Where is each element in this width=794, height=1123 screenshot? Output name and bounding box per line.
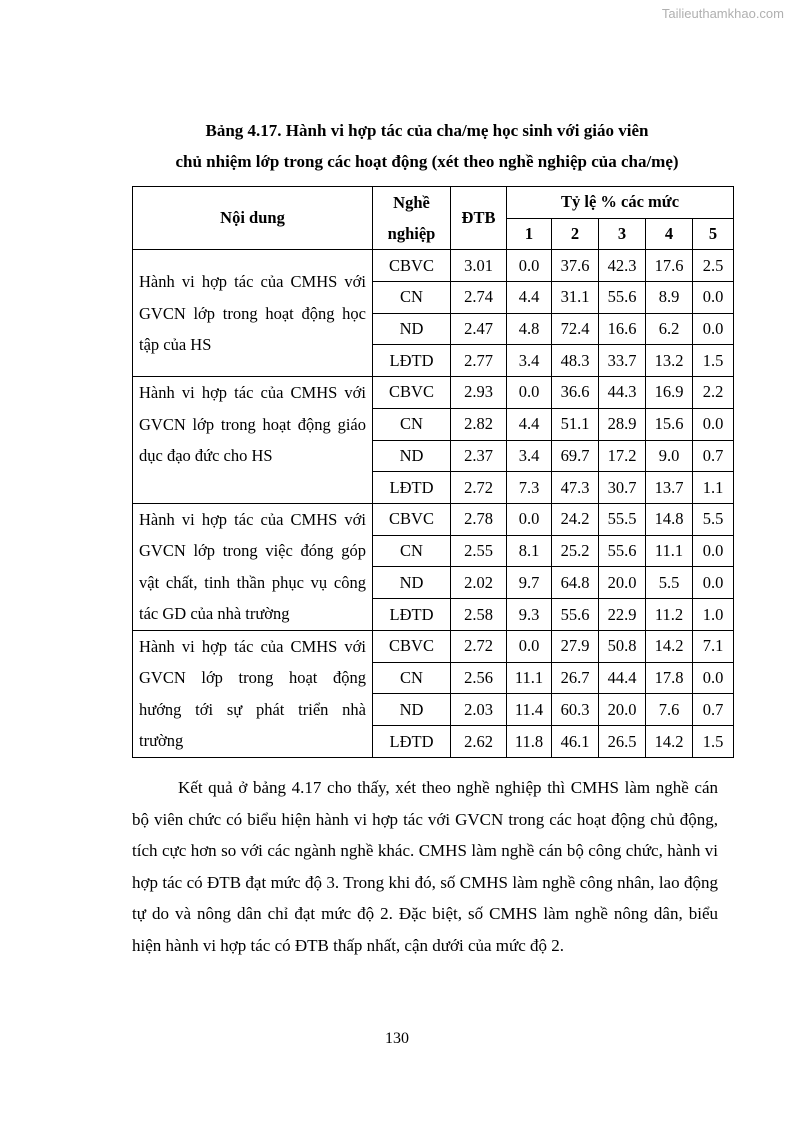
level-4-cell: 16.9 — [646, 377, 693, 409]
level-5-cell: 0.0 — [693, 535, 734, 567]
level-2-cell: 46.1 — [552, 726, 599, 758]
level-5-cell: 0.7 — [693, 694, 734, 726]
level-5-cell: 1.5 — [693, 345, 734, 377]
level-1-cell: 11.8 — [507, 726, 552, 758]
content-cell: Hành vi hợp tác của CMHS với GVCN lớp trong việc đóng góp vật chất, tinh thần phục vụ công tác GD của nhà trường — [133, 503, 373, 630]
occupation-cell: ND — [373, 694, 451, 726]
dtb-cell: 2.03 — [451, 694, 507, 726]
dtb-cell: 2.72 — [451, 472, 507, 504]
occupation-cooperation-table — [132, 186, 734, 758]
header-level-3: 3 — [599, 218, 646, 250]
occupation-cell: CN — [373, 535, 451, 567]
level-1-cell: 4.4 — [507, 282, 552, 314]
dtb-cell: 2.72 — [451, 630, 507, 662]
level-1-cell: 0.0 — [507, 630, 552, 662]
level-3-cell: 17.2 — [599, 440, 646, 472]
level-5-cell: 2.5 — [693, 250, 734, 282]
level-2-cell: 48.3 — [552, 345, 599, 377]
content-cell: Hành vi hợp tác của CMHS với GVCN lớp trong hoạt động học tập của HS — [133, 250, 373, 377]
level-3-cell: 28.9 — [599, 408, 646, 440]
level-3-cell: 55.6 — [599, 282, 646, 314]
level-5-cell: 0.0 — [693, 567, 734, 599]
level-2-cell: 60.3 — [552, 694, 599, 726]
occupation-cell: CBVC — [373, 503, 451, 535]
level-5-cell: 0.0 — [693, 408, 734, 440]
level-3-cell: 20.0 — [599, 567, 646, 599]
level-3-cell: 42.3 — [599, 250, 646, 282]
table-title-line-1: Bảng 4.17. Hành vi hợp tác của cha/mẹ học sinh với giáo viên — [205, 121, 649, 140]
header-level-5: 5 — [693, 218, 734, 250]
level-3-cell: 44.3 — [599, 377, 646, 409]
content-cell: Hành vi hợp tác của CMHS với GVCN lớp trong hoạt động giáo dục đạo đức cho HS — [133, 377, 373, 504]
page-number: 130 — [385, 1030, 409, 1047]
level-3-cell: 44.4 — [599, 662, 646, 694]
level-1-cell: 11.1 — [507, 662, 552, 694]
level-1-cell: 4.8 — [507, 313, 552, 345]
dtb-cell: 2.78 — [451, 503, 507, 535]
occupation-cell: CN — [373, 662, 451, 694]
level-1-cell: 0.0 — [507, 250, 552, 282]
dtb-cell: 2.37 — [451, 440, 507, 472]
occupation-cell: ND — [373, 567, 451, 599]
level-2-cell: 25.2 — [552, 535, 599, 567]
occupation-cell: LĐTD — [373, 345, 451, 377]
level-4-cell: 6.2 — [646, 313, 693, 345]
header-level-1: 1 — [507, 218, 552, 250]
table-header — [133, 187, 734, 250]
dtb-cell: 2.56 — [451, 662, 507, 694]
level-2-cell: 24.2 — [552, 503, 599, 535]
level-3-cell: 26.5 — [599, 726, 646, 758]
level-5-cell: 0.0 — [693, 282, 734, 314]
header-content: Nội dung — [133, 187, 373, 250]
dtb-cell: 2.93 — [451, 377, 507, 409]
level-3-cell: 30.7 — [599, 472, 646, 504]
level-4-cell: 11.2 — [646, 599, 693, 631]
table-row — [133, 377, 734, 409]
level-3-cell: 22.9 — [599, 599, 646, 631]
occupation-cell: LĐTD — [373, 726, 451, 758]
level-5-cell: 1.1 — [693, 472, 734, 504]
level-5-cell: 0.0 — [693, 662, 734, 694]
level-5-cell: 5.5 — [693, 503, 734, 535]
level-4-cell: 8.9 — [646, 282, 693, 314]
level-1-cell: 9.3 — [507, 599, 552, 631]
header-level-2: 2 — [552, 218, 599, 250]
header-occupation — [373, 187, 451, 250]
level-1-cell: 7.3 — [507, 472, 552, 504]
level-1-cell: 3.4 — [507, 440, 552, 472]
level-3-cell: 55.5 — [599, 503, 646, 535]
occupation-cell: CBVC — [373, 377, 451, 409]
watermark: Tailieuthamkhao.com — [661, 6, 784, 21]
level-1-cell: 4.4 — [507, 408, 552, 440]
level-2-cell: 27.9 — [552, 630, 599, 662]
occupation-cell: ND — [373, 440, 451, 472]
dtb-cell: 2.82 — [451, 408, 507, 440]
level-3-cell: 50.8 — [599, 630, 646, 662]
dtb-cell: 2.47 — [451, 313, 507, 345]
level-2-cell: 69.7 — [552, 440, 599, 472]
occupation-cell: LĐTD — [373, 472, 451, 504]
level-3-cell: 33.7 — [599, 345, 646, 377]
level-4-cell: 14.2 — [646, 726, 693, 758]
level-5-cell: 1.5 — [693, 726, 734, 758]
dtb-cell: 2.62 — [451, 726, 507, 758]
occupation-cell: LĐTD — [373, 599, 451, 631]
occupation-cell: CN — [373, 408, 451, 440]
level-5-cell: 0.0 — [693, 313, 734, 345]
level-2-cell: 64.8 — [552, 567, 599, 599]
level-1-cell: 0.0 — [507, 503, 552, 535]
level-4-cell: 7.6 — [646, 694, 693, 726]
content-cell: Hành vi hợp tác của CMHS với GVCN lớp trong hoạt động hướng tới sự phát triển nhà trường — [133, 630, 373, 757]
level-4-cell: 9.0 — [646, 440, 693, 472]
dtb-cell: 2.77 — [451, 345, 507, 377]
dtb-cell: 2.74 — [451, 282, 507, 314]
level-2-cell: 51.1 — [552, 408, 599, 440]
header-dtb: ĐTB — [451, 187, 507, 250]
dtb-cell: 2.55 — [451, 535, 507, 567]
level-2-cell: 37.6 — [552, 250, 599, 282]
level-1-cell: 9.7 — [507, 567, 552, 599]
level-5-cell: 7.1 — [693, 630, 734, 662]
level-3-cell: 20.0 — [599, 694, 646, 726]
level-4-cell: 11.1 — [646, 535, 693, 567]
level-4-cell: 15.6 — [646, 408, 693, 440]
table-row — [133, 250, 734, 282]
level-1-cell: 11.4 — [507, 694, 552, 726]
level-2-cell: 72.4 — [552, 313, 599, 345]
level-1-cell: 0.0 — [507, 377, 552, 409]
header-occupation-line-1: Nghề — [393, 193, 430, 213]
level-2-cell: 31.1 — [552, 282, 599, 314]
level-2-cell: 36.6 — [552, 377, 599, 409]
level-1-cell: 8.1 — [507, 535, 552, 567]
occupation-cell: ND — [373, 313, 451, 345]
table-row — [133, 630, 734, 662]
occupation-cell: CBVC — [373, 250, 451, 282]
level-5-cell: 1.0 — [693, 599, 734, 631]
level-4-cell: 14.8 — [646, 503, 693, 535]
level-3-cell: 16.6 — [599, 313, 646, 345]
level-4-cell: 17.8 — [646, 662, 693, 694]
header-level-4: 4 — [646, 218, 693, 250]
level-1-cell: 3.4 — [507, 345, 552, 377]
result-paragraph: Kết quả ở bảng 4.17 cho thấy, xét theo nghề nghiệp thì CMHS làm nghề cán bộ viên chức có biểu hiện hành vi hợp tác với GVCN trong các hoạt động chủ động, tích cực hơn so với các ngành nghề khác. CMHS làm nghề cán bộ công chức, hành vi hợp tác có ĐTB đạt mức độ 3. Trong khi đó, số CMHS làm nghề công nhân, lao động tự do và nông dân chỉ đạt mức độ 2. Đặc biệt, số CMHS làm nghề nông dân, biểu hiện hành vi hợp tác có ĐTB thấp nhất, cận dưới của mức độ 2. — [132, 778, 718, 955]
level-4-cell: 5.5 — [646, 567, 693, 599]
level-5-cell: 0.7 — [693, 440, 734, 472]
level-5-cell: 2.2 — [693, 377, 734, 409]
dtb-cell: 2.02 — [451, 567, 507, 599]
level-2-cell: 47.3 — [552, 472, 599, 504]
dtb-cell: 3.01 — [451, 250, 507, 282]
level-2-cell: 55.6 — [552, 599, 599, 631]
level-4-cell: 13.2 — [646, 345, 693, 377]
table-body — [133, 250, 734, 758]
level-2-cell: 26.7 — [552, 662, 599, 694]
table-row — [133, 503, 734, 535]
occupation-cell: CBVC — [373, 630, 451, 662]
header-occupation-line-2: nghiệp — [387, 224, 436, 244]
level-4-cell: 13.7 — [646, 472, 693, 504]
header-levels: Tỷ lệ % các mức — [507, 187, 734, 219]
occupation-cell: CN — [373, 282, 451, 314]
table-title-line-2: chủ nhiệm lớp trong các hoạt động (xét theo nghề nghiệp của cha/mẹ) — [175, 152, 679, 171]
level-3-cell: 55.6 — [599, 535, 646, 567]
dtb-cell: 2.58 — [451, 599, 507, 631]
level-4-cell: 17.6 — [646, 250, 693, 282]
level-4-cell: 14.2 — [646, 630, 693, 662]
